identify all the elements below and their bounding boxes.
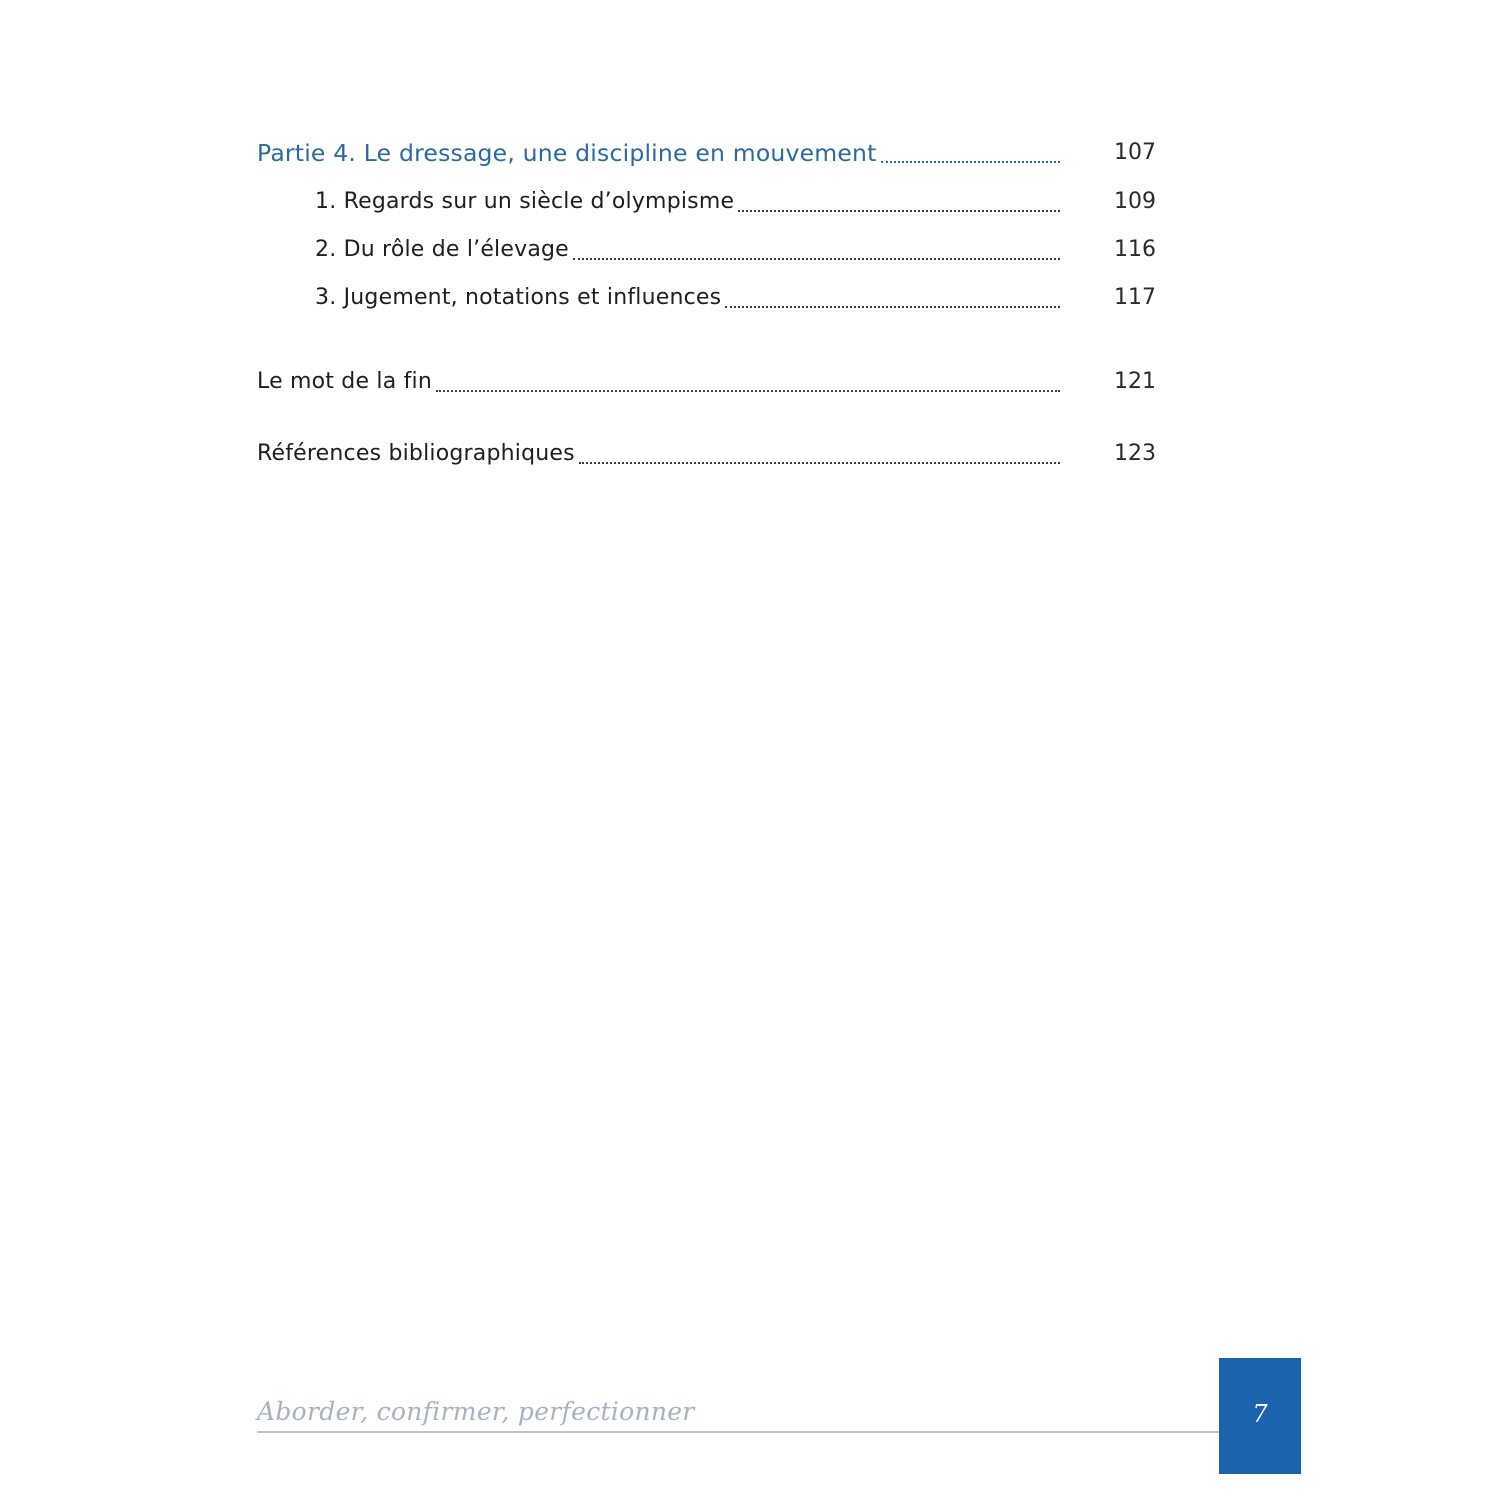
dot-leader — [579, 462, 1060, 464]
toc-entry-page: 107 — [1114, 140, 1156, 165]
toc-entry-chapter-2[interactable] — [0, 230, 1500, 270]
page-number-box — [1219, 1358, 1301, 1474]
toc-entry-title: 3. Jugement, notations et influences — [315, 285, 722, 310]
toc-entry-title: Références bibliographiques — [257, 441, 575, 466]
toc-entry-page: 123 — [1114, 441, 1156, 466]
toc-entry-page: 109 — [1114, 189, 1156, 214]
footer-rule — [257, 1431, 1219, 1433]
page-number: 7 — [1252, 1400, 1268, 1428]
toc-entry-conclusion[interactable] — [0, 362, 1500, 402]
dot-leader — [738, 210, 1060, 212]
dot-leader — [725, 306, 1060, 308]
dot-leader — [573, 258, 1060, 260]
toc-entry-title: 1. Regards sur un siècle d’olympisme — [315, 189, 735, 214]
toc-entry-chapter-1[interactable] — [0, 182, 1500, 222]
toc-entry-title: Partie 4. Le dressage, une discipline en mouvement — [257, 139, 877, 167]
toc-entry-page: 117 — [1114, 285, 1156, 310]
dot-leader — [881, 161, 1060, 163]
toc-entry-page: 121 — [1114, 369, 1156, 394]
toc-entry-title: Le mot de la fin — [257, 369, 432, 394]
dot-leader — [436, 390, 1060, 392]
toc-entry-part-4[interactable] — [0, 133, 1500, 173]
running-footer-title: Aborder, confirmer, perfectionner — [257, 1397, 695, 1426]
toc-entry-chapter-3[interactable] — [0, 278, 1500, 318]
toc-entry-bibliography[interactable] — [0, 434, 1500, 474]
toc-entry-page: 116 — [1114, 237, 1156, 262]
toc-entry-title: 2. Du rôle de l’élevage — [315, 237, 569, 262]
